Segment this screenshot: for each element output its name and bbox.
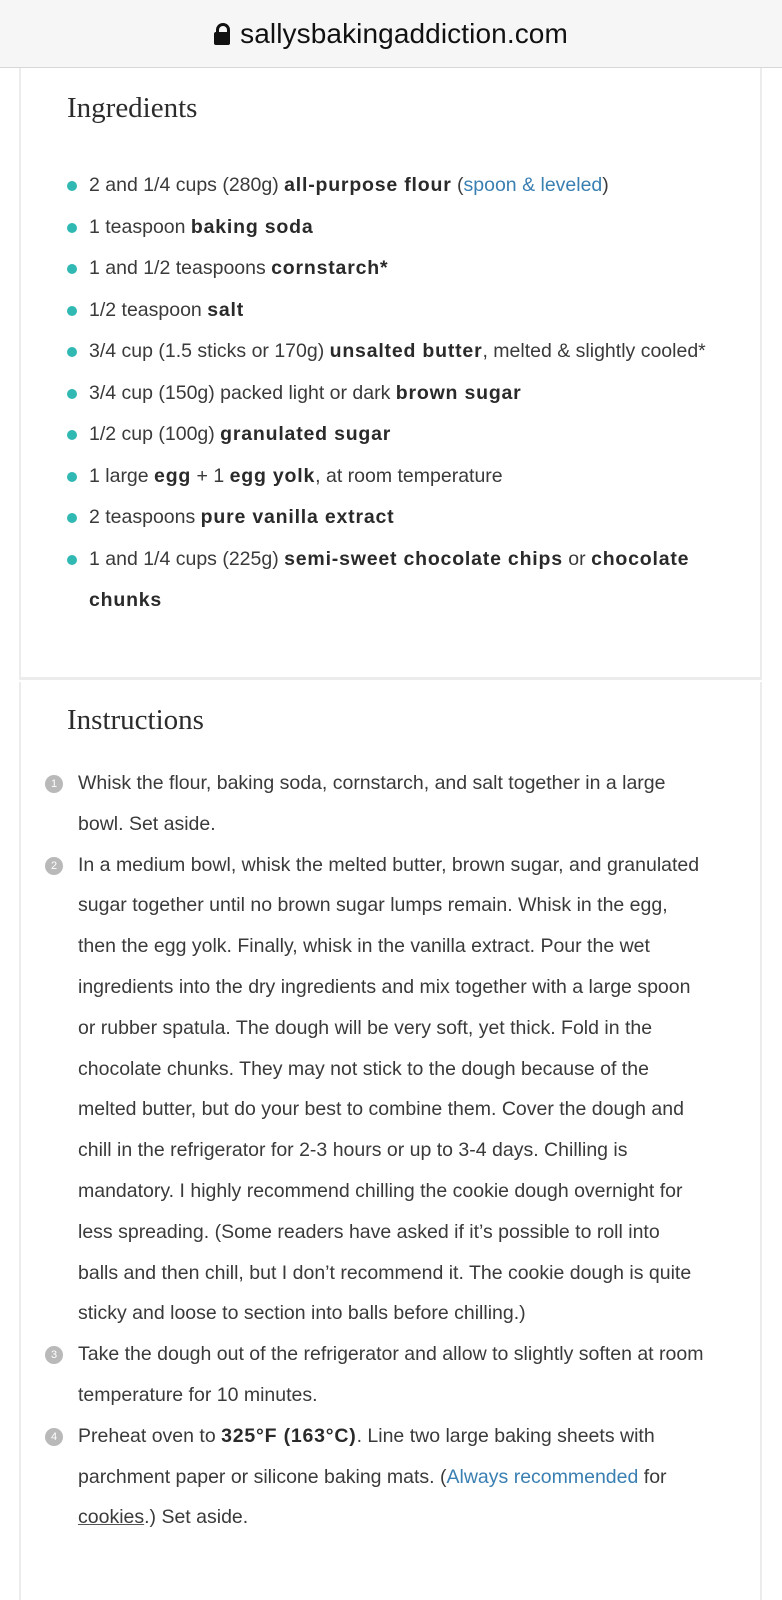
ingredient-text: 1/2 teaspoon bbox=[89, 298, 208, 321]
address-bar[interactable] bbox=[0, 0, 782, 68]
always-recommended-link[interactable]: Always recommended bbox=[446, 1465, 639, 1488]
instruction-step bbox=[45, 1334, 705, 1416]
ingredient-name: baking soda bbox=[190, 215, 314, 238]
ingredient-name: salt bbox=[207, 298, 244, 321]
ingredient-name: egg yolk bbox=[229, 464, 316, 487]
ingredient-item bbox=[67, 539, 717, 622]
ingredient-name: semi-sweet chocolate chips bbox=[284, 547, 563, 570]
ingredient-name: egg bbox=[154, 464, 192, 487]
ingredients-list bbox=[67, 165, 717, 622]
bullet-dot-icon bbox=[67, 306, 77, 316]
ingredient-text: ( bbox=[451, 174, 464, 196]
ingredient-text: 1 and 1/2 teaspoons bbox=[89, 257, 272, 279]
step-text: In a medium bowl, whisk the melted butter, brown sugar, and granulated sugar together until no brown sugar lumps remain. Whisk in the egg, then the egg yolk. Finally, whisk in the vanilla extract. Pour the wet ingredients into the dry ingredients and mix together with a large spoon or rubber spatula. The dough will be very soft, yet thick. Fold in the chocolate chunks. They may not stick to the dough because of the melted butter, but do your best to combine them. Cover the dough and chill in the refrigerator for 2-3 hours or up to 3-4 days. Chilling is mandatory. I highly recommend chilling the cookie dough overnight for less spreading. (Some readers have asked if it’s possible to roll into balls and then chill, but I don’t recommend it. The cookie dough is quite sticky and loose to section into balls before chilling.) bbox=[78, 853, 700, 1325]
bullet-dot-icon bbox=[67, 430, 77, 440]
ingredient-text: or bbox=[562, 547, 592, 570]
ingredient-text: 1 teaspoon bbox=[89, 215, 191, 238]
ingredient-name: unsalted butter bbox=[329, 340, 483, 362]
step-number-badge: 4 bbox=[45, 1428, 63, 1446]
ingredient-item bbox=[67, 165, 717, 207]
ingredient-name: chocolate chunks bbox=[89, 547, 690, 611]
cookies-link[interactable]: cookies bbox=[78, 1506, 145, 1529]
ingredient-text: 1 and 1/4 cups (225g) bbox=[89, 547, 285, 570]
ingredient-text: , at room temperature bbox=[315, 464, 503, 487]
ingredient-text: + 1 bbox=[191, 464, 230, 487]
ingredient-text: 2 teaspoons bbox=[89, 506, 201, 528]
ingredient-name: pure vanilla extract bbox=[200, 506, 395, 528]
url-text[interactable]: sallysbakingaddiction.com bbox=[240, 17, 568, 49]
address-bar-content[interactable] bbox=[214, 18, 568, 50]
step-number-badge: 2 bbox=[45, 857, 63, 875]
ingredient-text: 1 large bbox=[89, 464, 155, 487]
ingredient-text: 3/4 cup (1.5 sticks or 170g) bbox=[89, 340, 330, 362]
spoon-leveled-link[interactable]: spoon & leveled bbox=[463, 174, 603, 196]
instructions-list bbox=[45, 763, 705, 1538]
ingredients-title: Ingredients bbox=[67, 92, 198, 124]
ingredient-text: 2 and 1/4 cups (280g) bbox=[89, 174, 285, 196]
oven-temperature: 325°F (163°C) bbox=[221, 1424, 357, 1447]
step-text: for bbox=[638, 1465, 667, 1488]
ingredient-text: 1/2 cup (100g) bbox=[89, 423, 221, 445]
ingredient-text: 3/4 cup (150g) packed light or dark bbox=[89, 381, 396, 404]
bullet-dot-icon bbox=[67, 513, 77, 523]
lock-icon bbox=[214, 23, 230, 45]
ingredient-name: all-purpose flour bbox=[284, 174, 452, 196]
ingredient-text: ) bbox=[602, 174, 609, 196]
bullet-dot-icon bbox=[67, 472, 77, 482]
ingredient-item bbox=[67, 207, 717, 249]
ingredient-item bbox=[67, 456, 717, 498]
ingredient-name: brown sugar bbox=[395, 381, 522, 404]
instructions-card bbox=[19, 682, 762, 1600]
instruction-step bbox=[45, 1416, 705, 1538]
ingredients-card bbox=[19, 68, 762, 680]
instruction-step bbox=[45, 763, 705, 845]
instructions-title: Instructions bbox=[67, 704, 204, 736]
step-text: Whisk the flour, baking soda, cornstarch, and salt together in a large bowl. Set aside. bbox=[78, 772, 666, 835]
ingredient-item bbox=[67, 290, 717, 332]
step-text: Preheat oven to bbox=[78, 1424, 222, 1447]
ingredient-name: cornstarch* bbox=[271, 257, 389, 279]
step-text: Take the dough out of the refrigerator and allow to slightly soften at room temperature for 10 minutes. bbox=[78, 1343, 704, 1406]
ingredient-item bbox=[67, 414, 717, 456]
ingredient-item bbox=[67, 331, 717, 373]
bullet-dot-icon bbox=[67, 389, 77, 399]
ingredient-text: , melted & slightly cooled* bbox=[482, 340, 706, 362]
bullet-dot-icon bbox=[67, 181, 77, 191]
instruction-step bbox=[45, 845, 705, 1335]
ingredient-item bbox=[67, 373, 717, 415]
step-number-badge: 3 bbox=[45, 1346, 63, 1364]
ingredient-item bbox=[67, 248, 717, 290]
ingredient-item bbox=[67, 497, 717, 539]
bullet-dot-icon bbox=[67, 223, 77, 233]
bullet-dot-icon bbox=[67, 264, 77, 274]
bullet-dot-icon bbox=[67, 347, 77, 357]
ingredient-name: granulated sugar bbox=[220, 423, 392, 445]
step-text: .) Set aside. bbox=[144, 1506, 249, 1529]
step-number-badge: 1 bbox=[45, 775, 63, 793]
step-text: . Line two large baking sheets with parchment paper or silicone baking mats. ( bbox=[78, 1424, 655, 1488]
bullet-dot-icon bbox=[67, 555, 77, 565]
